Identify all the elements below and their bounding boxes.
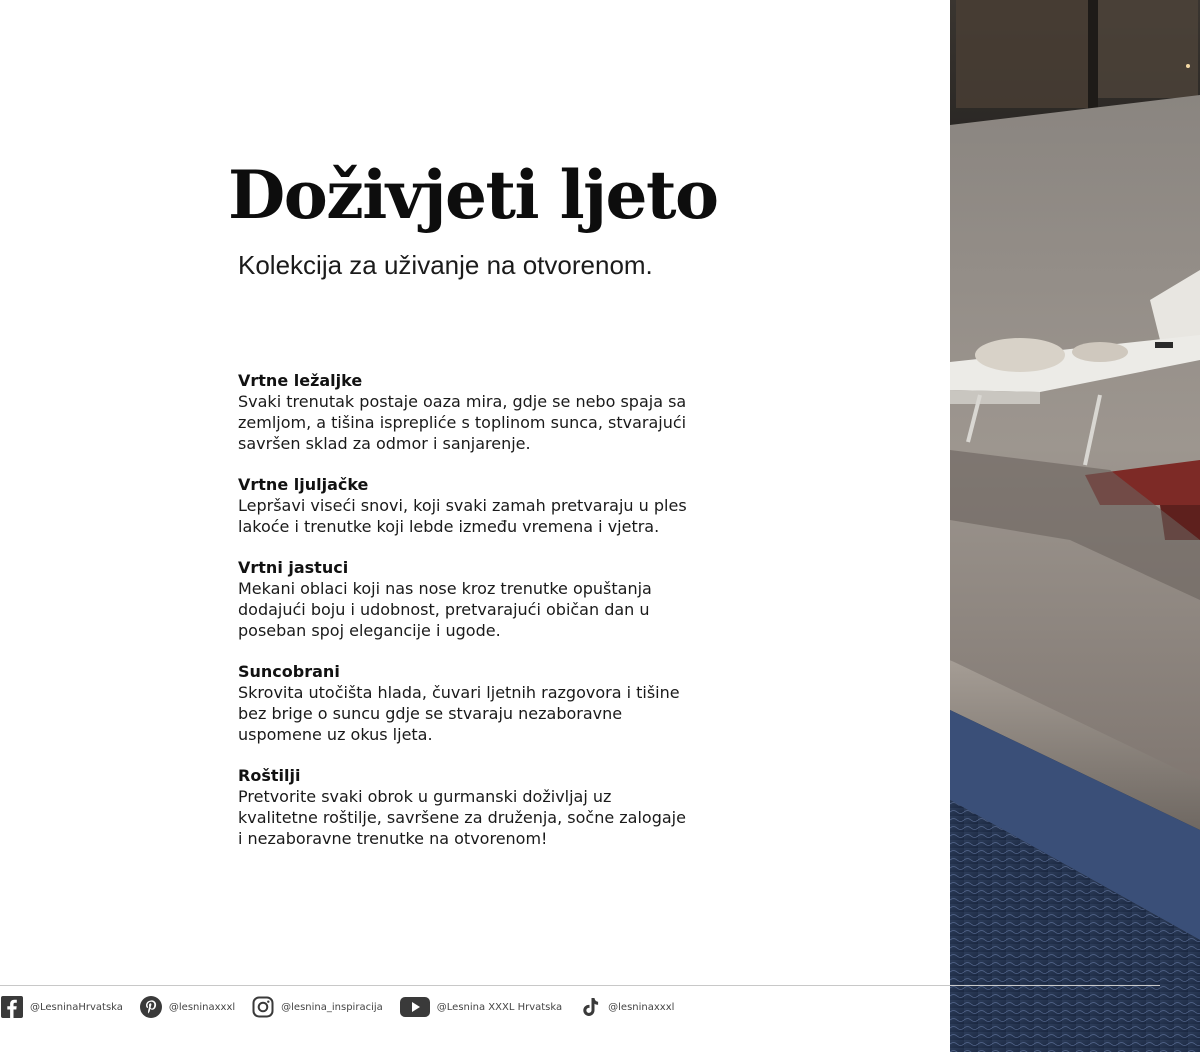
section-text: Svaki trenutak postaje oaza mira, gdje se nebo spaja sa zemljom, a tišina isprepliće s toplinom sunca, stvarajući savršen sklad za odmor i sanjarenje. bbox=[238, 392, 687, 453]
section-heading: Vrtni jastuci bbox=[238, 558, 349, 577]
social-pinterest[interactable] bbox=[139, 995, 235, 1019]
page-title: Doživjeti ljeto bbox=[228, 156, 718, 234]
tiktok-icon bbox=[578, 995, 602, 1019]
section-heading: Roštilji bbox=[238, 766, 301, 785]
pinterest-icon bbox=[139, 995, 163, 1019]
section-suncobrani bbox=[238, 661, 688, 745]
section-text: Mekani oblaci koji nas nose kroz trenutke opuštanja dodajući boju i udobnost, pretvarajući običan dan u poseban spoj elegancije i ugode. bbox=[238, 579, 652, 640]
section-vrtni-jastuci bbox=[238, 557, 688, 641]
page-subtitle: Kolekcija za uživanje na otvorenom. bbox=[238, 250, 653, 280]
pool-terrace-photo bbox=[950, 0, 1200, 1052]
social-youtube[interactable] bbox=[399, 995, 562, 1019]
instagram-icon bbox=[251, 995, 275, 1019]
social-handle: @lesninaxxxl bbox=[608, 1001, 675, 1013]
section-vrtne-ljuljacke bbox=[238, 474, 688, 537]
section-text: Skrovita utočišta hlada, čuvari ljetnih razgovora i tišine bez brige o suncu gdje se stvaraju nezaboravne uspomene uz okus ljeta. bbox=[238, 683, 680, 744]
social-instagram[interactable] bbox=[251, 995, 383, 1019]
social-handle: @lesninaxxxl bbox=[168, 1001, 236, 1013]
section-text: Pretvorite svaki obrok u gurmanski doživljaj uz kvalitetne roštilje, savršene za druženja, sočne zalogaje i nezaboravne trenutke na otvorenom! bbox=[238, 787, 686, 848]
section-rostilji bbox=[238, 765, 688, 849]
photo-illustration bbox=[950, 0, 1200, 1052]
section-heading: Vrtne ležaljke bbox=[238, 371, 363, 390]
social-tiktok[interactable] bbox=[578, 995, 674, 1019]
youtube-icon bbox=[399, 995, 431, 1019]
category-list bbox=[238, 370, 688, 869]
section-vrtne-lezaljke bbox=[238, 370, 688, 454]
facebook-icon bbox=[0, 995, 24, 1019]
section-heading: Suncobrani bbox=[238, 662, 340, 681]
social-handle: @Lesnina XXXL Hrvatska bbox=[436, 1001, 563, 1013]
section-text: Lepršavi viseći snovi, koji svaki zamah pretvaraju u ples lakoće i trenutke koji lebde između vremena i vjetra. bbox=[238, 496, 687, 536]
social-handle: @lesnina_inspiracija bbox=[281, 1001, 383, 1013]
footer-divider bbox=[0, 985, 1160, 986]
social-facebook[interactable] bbox=[0, 995, 123, 1019]
section-heading: Vrtne ljuljačke bbox=[238, 475, 369, 494]
social-links-bar bbox=[0, 993, 690, 1021]
social-handle: @LesninaHrvatska bbox=[30, 1001, 123, 1013]
